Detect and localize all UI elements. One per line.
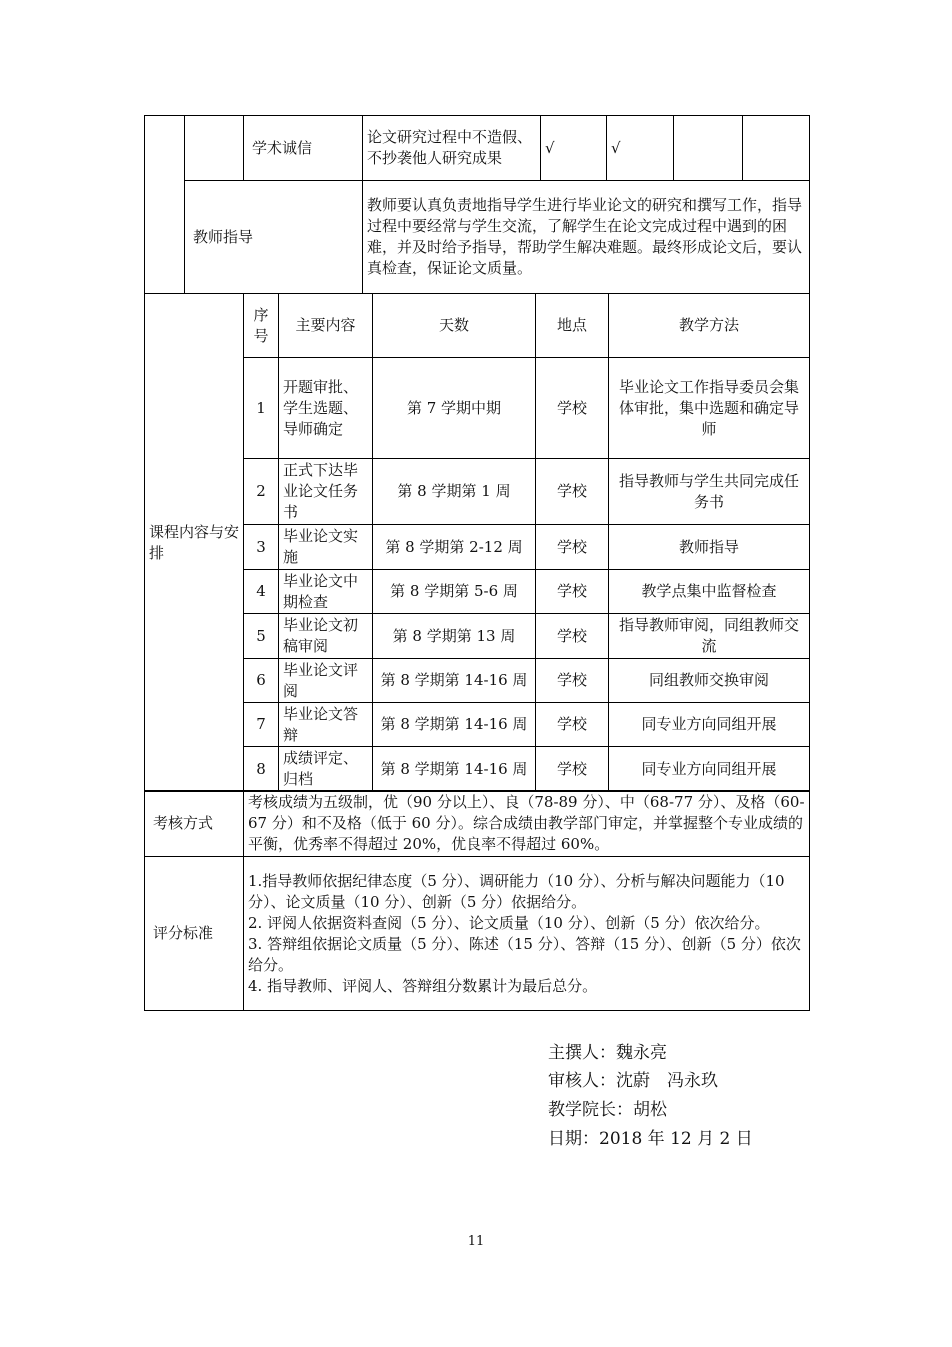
grading-item: 2. 评阅人依据资料查阅（5 分）、论文质量（10 分）、创新（5 分）依次给分。 — [248, 913, 770, 932]
grading-item: 3. 答辩组依据论文质量（5 分）、陈述（15 分）、答辩（15 分）、创新（5 分）依次给分。 — [248, 934, 801, 974]
row-content: 毕业论文初稿审阅 — [279, 614, 373, 659]
blank-cell — [674, 116, 743, 181]
guidance-row — [145, 181, 810, 294]
author-signature: 主撰人：魏永亮 — [548, 1043, 667, 1063]
row-no: 5 — [244, 614, 279, 659]
row-content: 毕业论文评阅 — [279, 659, 373, 703]
header-days: 天数 — [373, 294, 536, 358]
table-row — [145, 358, 810, 459]
header-no: 序号 — [244, 294, 279, 358]
evaluation-continuation-table — [144, 115, 810, 294]
row-method: 同组教师交换审阅 — [609, 659, 810, 703]
assessment-text: 考核成绩为五级制，优（90 分以上）、良（78-89 分）、中（68-77 分）、及格（60-67 分）和不及格（低于 60 分）。综合成绩由教学部门审定，并掌握整个专业成绩的平衡，优秀率不得超过 20%，优良率不得超过 60%。 — [244, 791, 810, 857]
table-row — [145, 459, 810, 525]
row-method: 同专业方向同组开展 — [609, 747, 810, 792]
schedule-table — [144, 293, 810, 792]
row-place: 学校 — [536, 459, 609, 525]
integrity-label: 学术诚信 — [244, 116, 363, 181]
row-method: 教师指导 — [609, 525, 810, 570]
row-content: 毕业论文中期检查 — [279, 570, 373, 614]
row-method: 毕业论文工作指导委员会集体审批，集中选题和确定导师 — [609, 358, 810, 459]
assessment-label: 考核方式 — [145, 791, 244, 857]
date-line: 日期：2018 年 12 月 2 日 — [548, 1129, 753, 1149]
integrity-check-2: √ — [607, 116, 674, 181]
blank-sub-cell — [185, 116, 244, 181]
row-no: 1 — [244, 358, 279, 459]
row-no: 4 — [244, 570, 279, 614]
row-place: 学校 — [536, 614, 609, 659]
grading-item: 4. 指导教师、评阅人、答辩组分数累计为最后总分。 — [248, 976, 598, 995]
header-content: 主要内容 — [279, 294, 373, 358]
blank-left-cell — [145, 116, 185, 294]
row-place: 学校 — [536, 747, 609, 792]
row-days: 第 8 学期第 14-16 周 — [373, 747, 536, 792]
page-number: 11 — [467, 1234, 485, 1249]
row-method: 教学点集中监督检查 — [609, 570, 810, 614]
row-days: 第 8 学期第 14-16 周 — [373, 703, 536, 747]
row-place: 学校 — [536, 659, 609, 703]
row-content: 成绩评定、归档 — [279, 747, 373, 792]
row-no: 3 — [244, 525, 279, 570]
guidance-description: 教师要认真负责地指导学生进行毕业论文的研究和撰写工作，指导过程中要经常与学生交流，了解学生在论文完成过程中遇到的困难，并及时给予指导，帮助学生解决难题。最终形成论文后，要认真检查，保证论文质量。 — [363, 181, 810, 294]
integrity-description: 论文研究过程中不造假、不抄袭他人研究成果 — [363, 116, 541, 181]
row-content: 开题审批、学生选题、导师确定 — [279, 358, 373, 459]
table-row — [145, 525, 810, 570]
grading-row — [145, 857, 810, 1011]
row-no: 8 — [244, 747, 279, 792]
row-method: 同专业方向同组开展 — [609, 703, 810, 747]
guidance-label: 教师指导 — [185, 181, 363, 294]
header-method: 教学方法 — [609, 294, 810, 358]
row-place: 学校 — [536, 525, 609, 570]
row-no: 6 — [244, 659, 279, 703]
row-place: 学校 — [536, 358, 609, 459]
row-days: 第 8 学期第 1 周 — [373, 459, 536, 525]
grading-item: 1.指导教师依据纪律态度（5 分）、调研能力（10 分）、分析与解决问题能力（10 分）、论文质量（10 分）、创新（5 分）依据给分。 — [248, 871, 785, 911]
assessment-row — [145, 791, 810, 857]
row-place: 学校 — [536, 570, 609, 614]
grading-label: 评分标准 — [145, 857, 244, 1011]
row-no: 2 — [244, 459, 279, 525]
grading-items — [244, 857, 810, 1011]
header-place: 地点 — [536, 294, 609, 358]
schedule-section-label: 课程内容与安排 — [145, 294, 244, 792]
reviewer-signature: 审核人：沈蔚 冯永玖 — [548, 1071, 718, 1091]
table-row — [145, 614, 810, 659]
assessment-table — [144, 790, 810, 1011]
row-no: 7 — [244, 703, 279, 747]
blank-cell — [743, 116, 810, 181]
table-row — [145, 703, 810, 747]
row-days: 第 8 学期第 14-16 周 — [373, 659, 536, 703]
row-content: 毕业论文实施 — [279, 525, 373, 570]
schedule-header-row — [145, 294, 810, 358]
row-days: 第 8 学期第 13 周 — [373, 614, 536, 659]
table-row — [145, 659, 810, 703]
dean-signature: 教学院长：胡松 — [548, 1100, 667, 1120]
row-days: 第 7 学期中期 — [373, 358, 536, 459]
table-row — [145, 747, 810, 792]
row-days: 第 8 学期第 2-12 周 — [373, 525, 536, 570]
integrity-check-1: √ — [541, 116, 607, 181]
row-place: 学校 — [536, 703, 609, 747]
table-row — [145, 570, 810, 614]
row-days: 第 8 学期第 5-6 周 — [373, 570, 536, 614]
row-content: 正式下达毕业论文任务书 — [279, 459, 373, 525]
row-method: 指导教师审阅，同组教师交流 — [609, 614, 810, 659]
row-content: 毕业论文答辩 — [279, 703, 373, 747]
row-method: 指导教师与学生共同完成任务书 — [609, 459, 810, 525]
integrity-row — [145, 116, 810, 181]
